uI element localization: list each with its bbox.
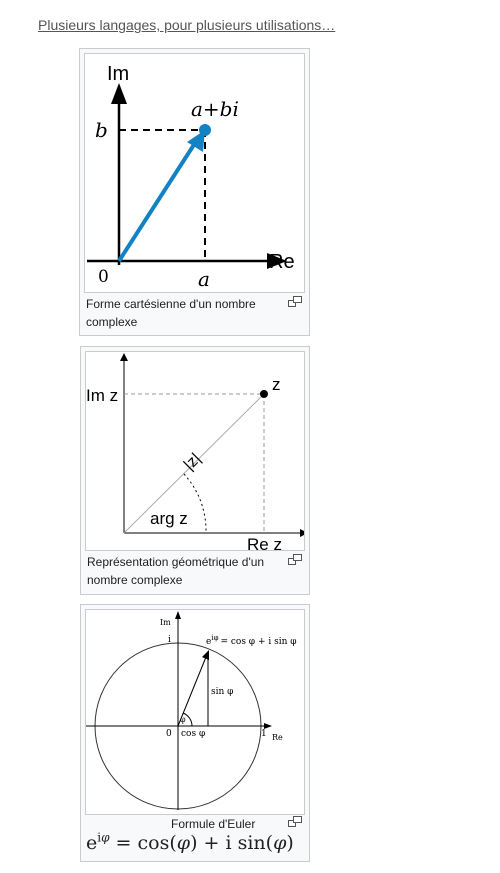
figure-cartesian <box>79 48 310 336</box>
euler-formula <box>86 831 294 854</box>
label-im: Im <box>107 63 130 85</box>
label-modulus: |z| <box>180 450 205 474</box>
section-heading-link[interactable]: Plusieurs langages, pour plusieurs utilisations… <box>38 17 336 33</box>
label-euler-formula: $e^{i\varphi} = \cos \varphi + i$ sin φ <box>206 634 297 647</box>
magnify-icon[interactable] <box>288 296 302 307</box>
label-re-z: Re z <box>247 535 282 550</box>
label-b: b <box>95 118 108 142</box>
figure-geometric <box>80 346 310 595</box>
figure-euler-caption: Formule d'Euler <box>171 817 256 831</box>
point-z <box>260 390 268 398</box>
label-re: Re <box>272 733 283 742</box>
label-zero: 0 <box>166 729 172 739</box>
imag-axis-arrowhead <box>175 611 181 619</box>
label-cos: cos φ <box>181 729 206 739</box>
figure-euler-image[interactable] <box>85 609 305 815</box>
geometric-diagram <box>86 352 304 550</box>
label-phi: φ <box>180 715 186 724</box>
cartesian-diagram <box>85 54 304 292</box>
label-z: z <box>272 375 281 394</box>
label-a: a <box>198 267 210 291</box>
figure-cartesian-image[interactable] <box>84 53 305 293</box>
euler-diagram <box>86 610 304 814</box>
y-axis-arrowhead <box>120 353 128 361</box>
imag-axis-arrowhead <box>111 83 127 104</box>
label-arg: arg z <box>150 509 188 528</box>
label-im: Im <box>160 618 171 627</box>
label-sin: sin φ <box>211 687 234 697</box>
label-im-z: Im z <box>86 386 119 405</box>
magnify-icon[interactable] <box>288 816 302 827</box>
figure-geometric-image[interactable] <box>85 351 305 551</box>
label-point: a+bi <box>191 97 239 121</box>
complex-point <box>199 124 211 136</box>
figure-euler <box>80 604 310 862</box>
magnify-icon[interactable] <box>288 554 302 565</box>
label-i: i <box>168 635 171 645</box>
label-re: Re <box>269 251 295 273</box>
figure-geometric-caption: Représentation géométrique d'un nombre complexe <box>87 555 265 587</box>
euler-formula-render: $e^{i\varphi} = \cos(\varphi) + i$ sin(φ) <box>86 831 294 855</box>
label-origin: 0 <box>98 267 109 287</box>
label-one: 1 <box>261 729 267 739</box>
figure-cartesian-caption: Forme cartésienne d'un nombre complexe <box>86 297 256 329</box>
complex-vector <box>119 140 197 261</box>
x-axis-arrowhead <box>300 529 304 537</box>
